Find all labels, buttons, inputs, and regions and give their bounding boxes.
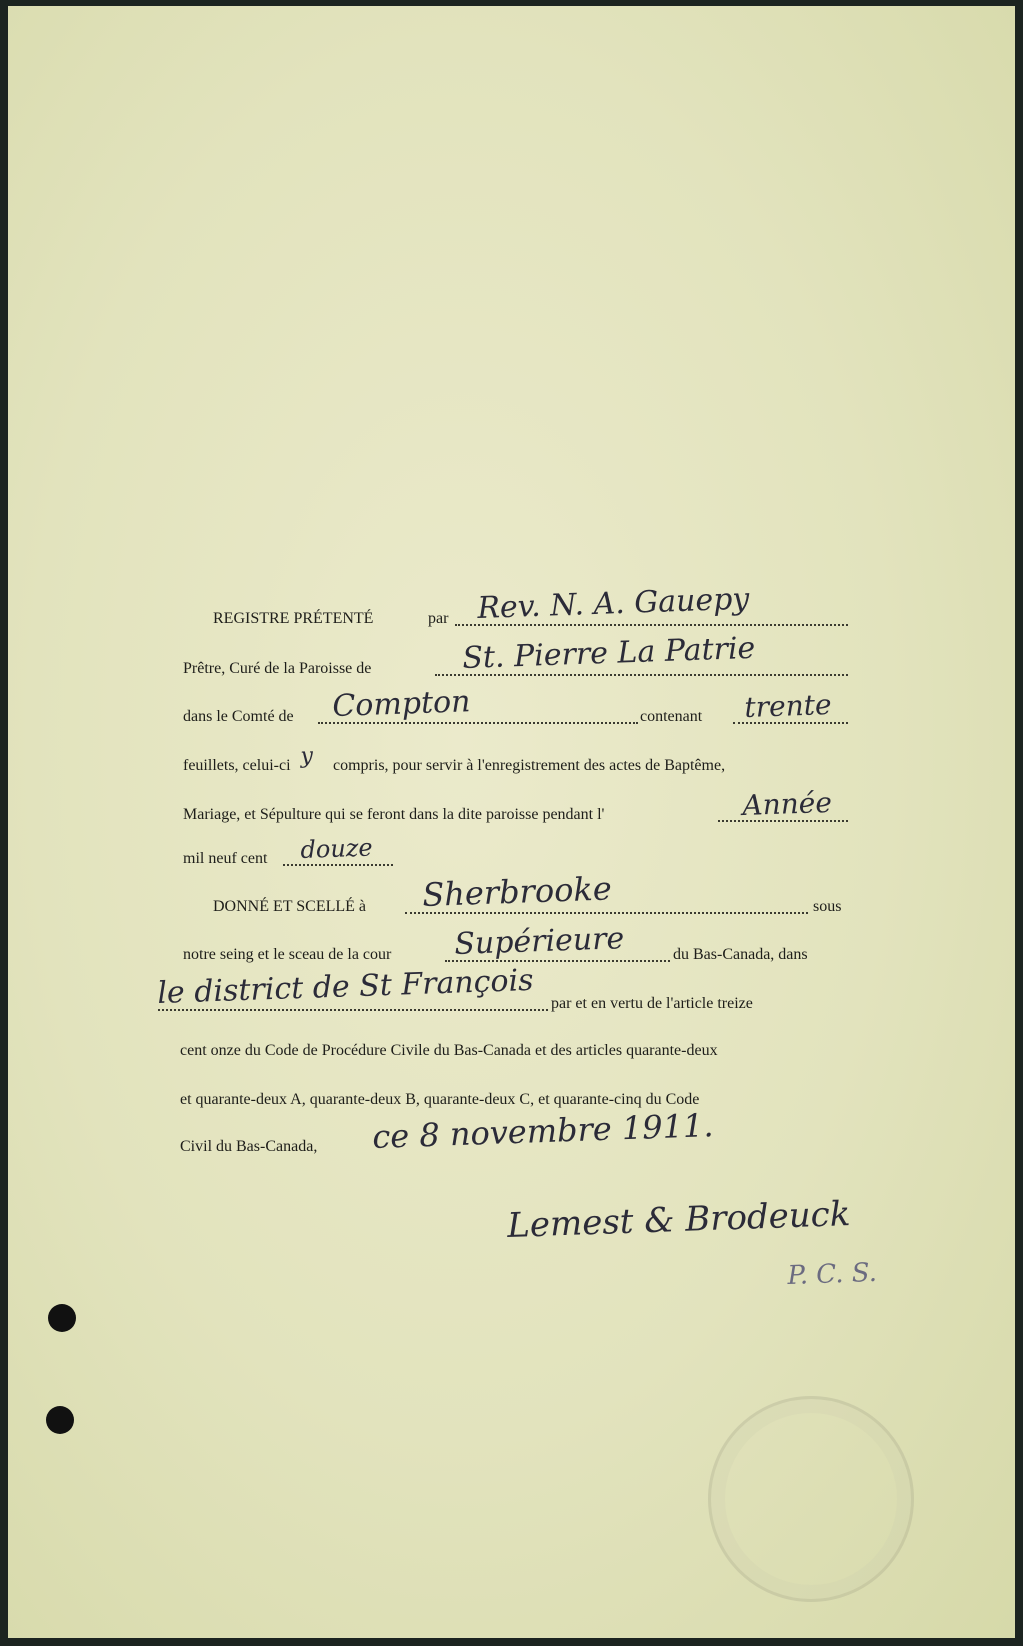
marriage-label: Mariage, et Sépulture qui se feront dans la dite paroisse pendant l' (183, 806, 605, 823)
parish-label: Prêtre, Curé de la Paroisse de (183, 660, 372, 677)
county-label: dans le Comté de (183, 708, 294, 725)
given-label: DONNÉ ET SCELLÉ à (213, 898, 367, 915)
handwritten-district: le district de St François (156, 962, 535, 1011)
handwritten-court: Supérieure (453, 921, 625, 962)
dotted-line (158, 1009, 548, 1011)
form-line-parish (183, 630, 883, 682)
seal-label: notre seing et le sceau de la cour (183, 946, 392, 963)
form-line-given (183, 869, 883, 920)
handwritten-priest-name: Rev. N. A. Gauepy (476, 581, 750, 626)
handwritten-county: Compton (331, 684, 472, 724)
form-line-marriage (183, 785, 883, 828)
register-page (8, 6, 1015, 1638)
form-line-district (156, 962, 858, 1017)
code-label: cent onze du Code de Procédure Civile du Bas-Canada et des articles quarante-deux (180, 1042, 718, 1059)
registre-label: REGISTRE PRÉTENTÉ (213, 610, 374, 627)
sous-label: sous (813, 898, 842, 915)
form-line-date (180, 1106, 883, 1160)
form-line-sheets (183, 743, 883, 779)
form-line-code (180, 1028, 883, 1064)
signature-block (506, 1194, 948, 1316)
handwritten-parish: St. Pierre La Patrie (461, 630, 756, 676)
sheets-label-b: compris, pour servir à l'enregistrement des actes de Baptême, (333, 757, 726, 774)
civil-code-label: Civil du Bas-Canada, (180, 1138, 318, 1155)
handwritten-year-word: Année (741, 785, 833, 822)
bas-canada-label: du Bas-Canada, dans (673, 946, 808, 963)
dotted-line (283, 864, 393, 866)
par-label: par (428, 610, 449, 627)
form-line-county (183, 684, 883, 730)
form-line-century (183, 833, 883, 872)
century-label: mil neuf cent (183, 850, 268, 867)
punch-hole (48, 1304, 76, 1332)
embossed-seal (708, 1396, 914, 1602)
signature-title: P. C. S. (786, 1257, 878, 1291)
articles-label: et quarante-deux A, quarante-deux B, quarante-deux C, et quarante-cinq du Code (180, 1091, 700, 1108)
contenant-label: contenant (640, 708, 703, 725)
handwritten-included: y (300, 743, 314, 769)
form-line-presented-by (183, 581, 883, 632)
handwritten-city: Sherbrooke (421, 869, 613, 914)
handwritten-date: ce 8 novembre 1911. (371, 1106, 715, 1156)
sheets-label-a: feuillets, celui-ci (183, 757, 291, 774)
handwritten-sheet-count: trente (743, 687, 833, 724)
article-label: par et en vertu de l'article treize (551, 995, 753, 1012)
form-line-seal (183, 921, 883, 968)
signature-name: Lemest & Brodeuck (506, 1194, 851, 1246)
handwritten-year: douze (300, 833, 374, 864)
punch-hole (46, 1406, 74, 1434)
form-line-articles (180, 1077, 883, 1113)
